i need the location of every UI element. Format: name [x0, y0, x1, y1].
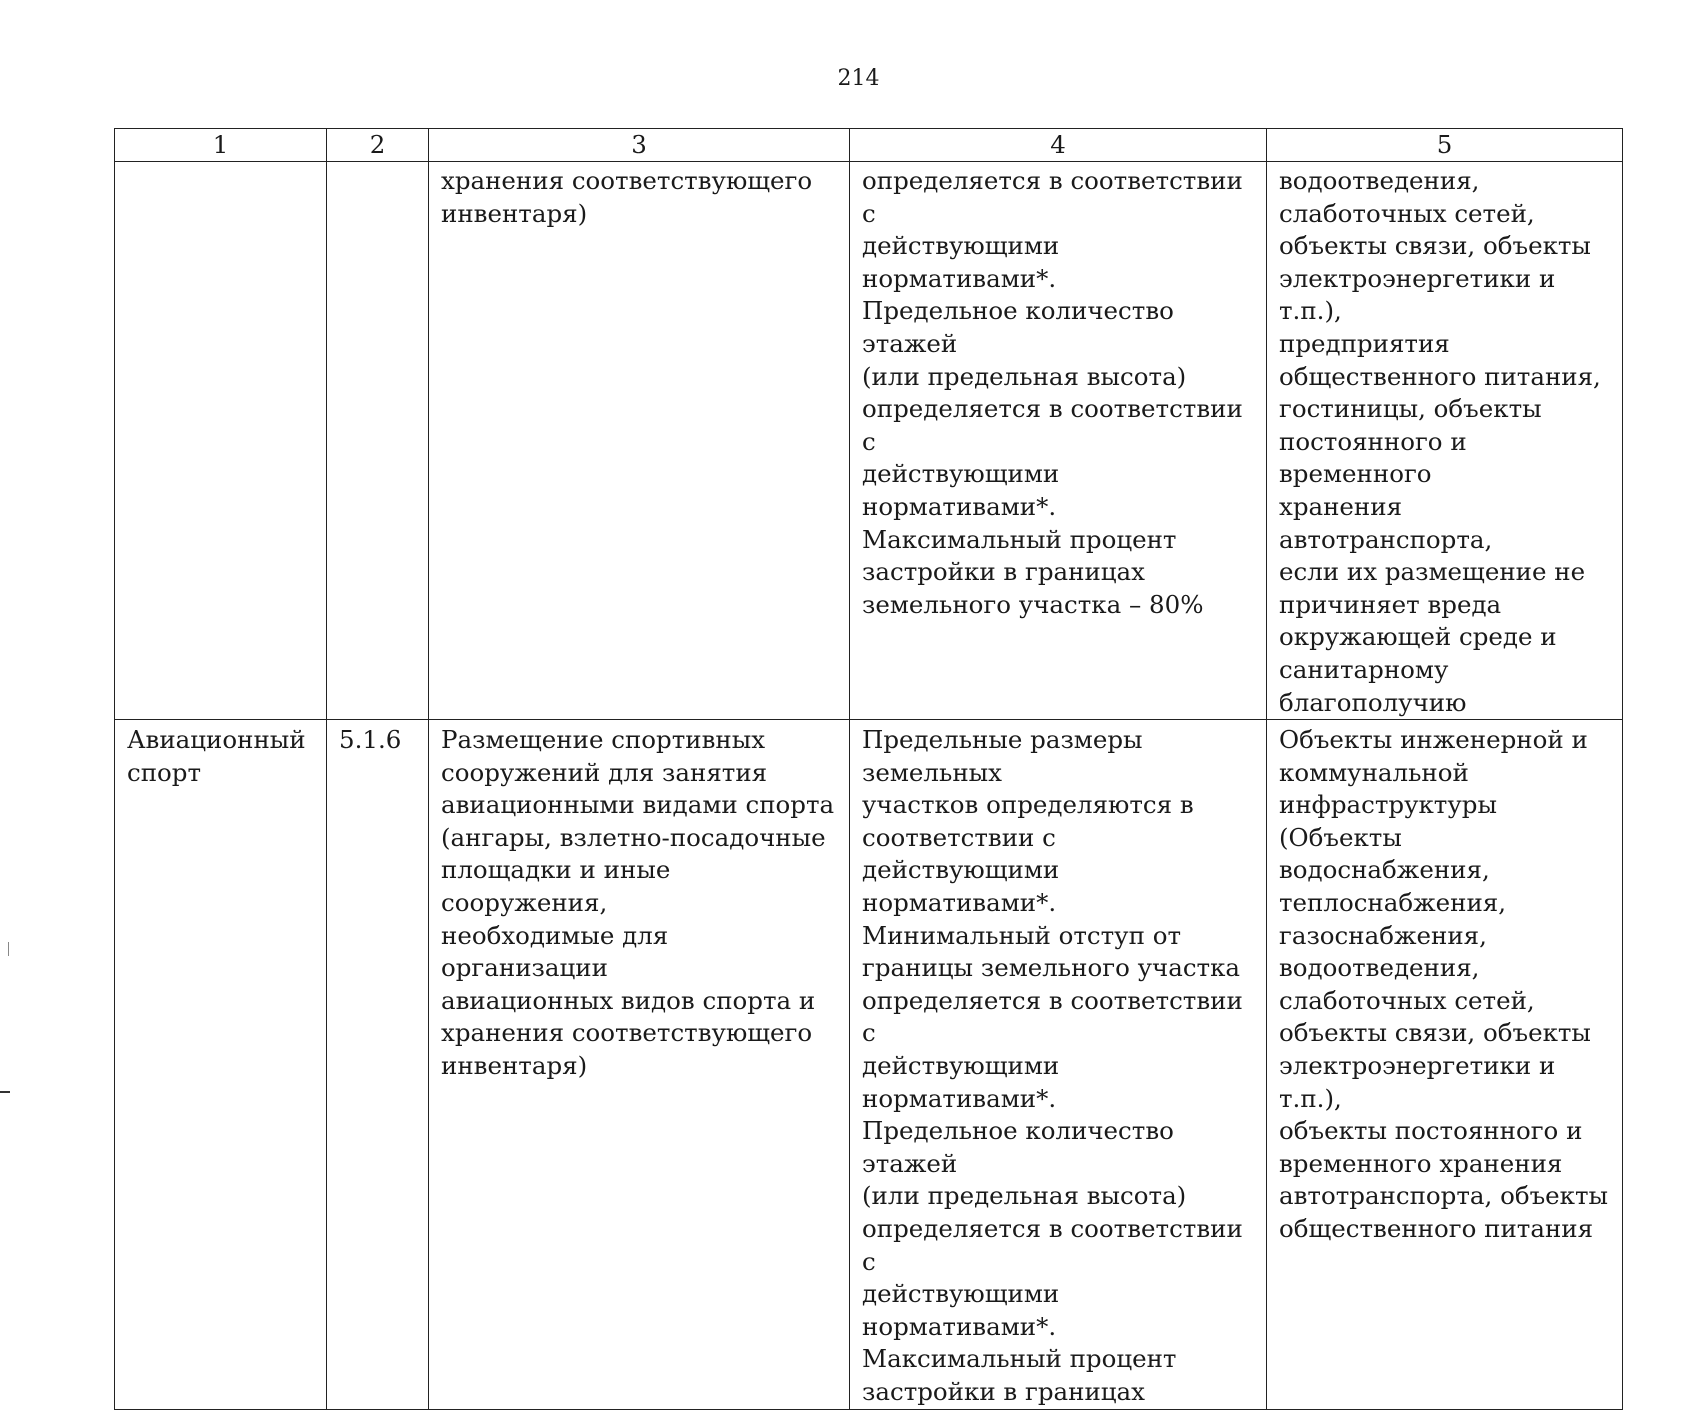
- cell-use-code: [327, 720, 429, 1409]
- parameters-text: определяется в соответствии с действующими нормативами*. Предельное количество этажей (или предельная высота) определяется в соответствии с действующими нормативами*. Максимальный процент застройки в границах земельного участка – 80%: [862, 166, 1243, 619]
- page-number: 214: [837, 66, 880, 91]
- cell-use-name: [115, 162, 327, 720]
- column-header-5: 5: [1267, 129, 1623, 162]
- margin-dash: [0, 1091, 10, 1093]
- cell-parameters: [850, 720, 1267, 1409]
- land-use-table: [114, 128, 1623, 1410]
- cell-auxiliary-uses: [1267, 162, 1623, 720]
- cell-parameters: [850, 162, 1267, 720]
- scan-artifact: [8, 942, 9, 956]
- table-header-row: [115, 129, 1623, 162]
- column-header-4: 4: [850, 129, 1267, 162]
- cell-use-code: [327, 162, 429, 720]
- auxiliary-uses-text: Объекты инженерной и коммунальной инфраструктуры (Объекты водоснабжения, теплоснабжения, газоснабжения, водоотведения, слаботочных сетей, объекты связи, объекты электроэнергетики и т.п.), объекты постоянного и временного хранения автотранспорта, объекты общественного питания: [1279, 725, 1609, 1243]
- cell-use-name: [115, 720, 327, 1409]
- cell-use-description: [429, 162, 850, 720]
- use-code-text: 5.1.6: [339, 725, 402, 755]
- auxiliary-uses-text: водоотведения, слаботочных сетей, объекты связи, объекты электроэнергетики и т.п.), предприятия общественного питания, гостиницы, объекты постоянного и временного хранения автотранспорта, если их размещение не причиняет вреда окружающей среде и санитарному благополучию: [1279, 166, 1601, 717]
- parameters-text: Предельные размеры земельных участков определяются в соответствии с действующими нормативами*. Минимальный отступ от границы земельного участка определяется в соответствии с действующими нормативами*. Предельное количество этажей (или предельная высота) определяется в соответствии с действующими нормативами*. Максимальный процент застройки в границах: [862, 725, 1243, 1406]
- use-description-text: Размещение спортивных сооружений для занятия авиационными видами спорта (ангары, взлетно-посадочные площадки и иные сооружения, необходимые для организации авиационных видов спорта и хранения соответствующего инвентаря): [441, 725, 835, 1081]
- column-header-2: 2: [327, 129, 429, 162]
- use-description-text: хранения соответствующего инвентаря): [441, 166, 813, 228]
- table-row-aviation-sport: [115, 720, 1623, 1409]
- use-name-text: Авиационный спорт: [127, 725, 306, 787]
- column-header-3: 3: [429, 129, 850, 162]
- cell-auxiliary-uses: [1267, 720, 1623, 1409]
- cell-use-description: [429, 720, 850, 1409]
- table-row-continued: [115, 162, 1623, 720]
- column-header-1: 1: [115, 129, 327, 162]
